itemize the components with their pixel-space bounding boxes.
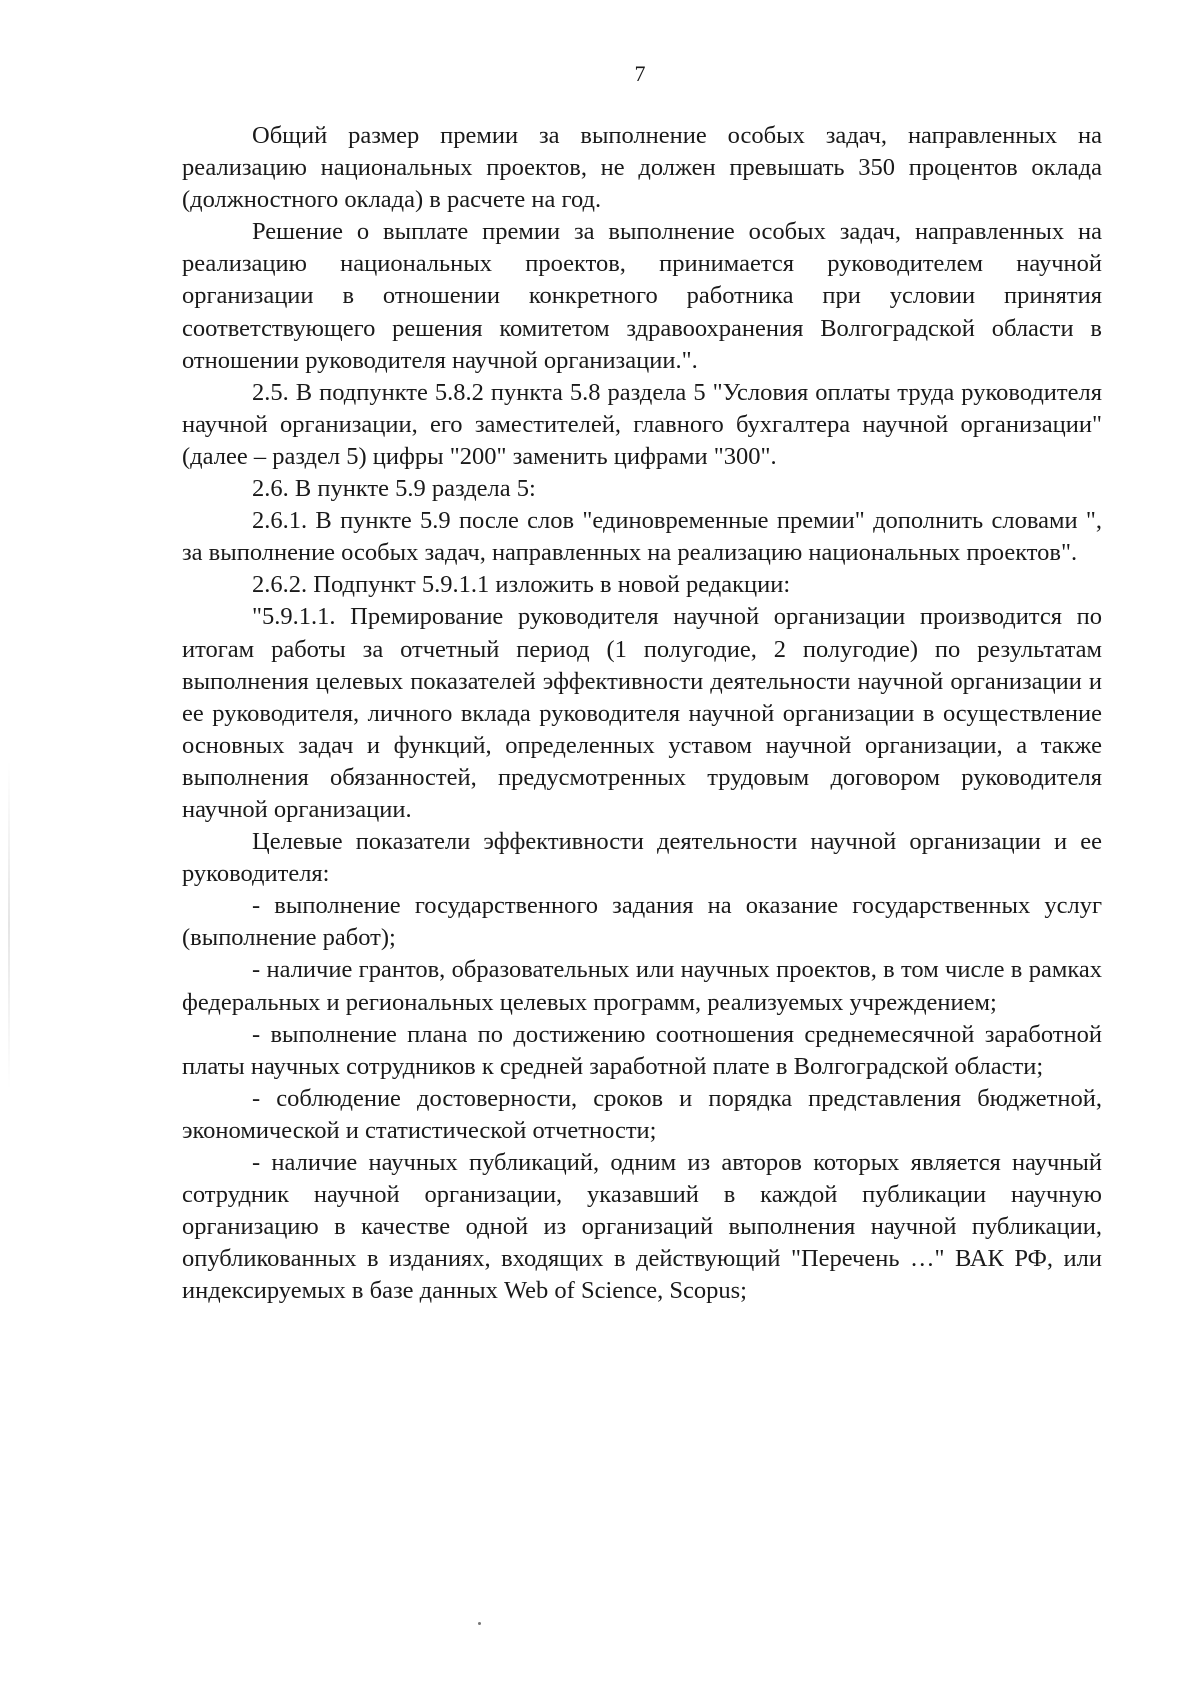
paragraph-2-6-2: 2.6.2. Подпункт 5.9.1.1 изложить в новой редакции: [252, 571, 791, 599]
paragraph-2-6-1: 2.6.1. В пункте 5.9 после слов "единовременные премии" дополнить словами ", за выполнение особых задач, направленных на реализацию национальных проектов". [182, 507, 1102, 567]
list-item-salary-ratio: - выполнение плана по достижению соотношения среднемесячной заработной платы научных сотрудников к средней заработной плате в Волгоградской области; [182, 1020, 1102, 1080]
list-item-reporting: - соблюдение достоверности, сроков и порядка представления бюджетной, экономической и статистической отчетности; [182, 1084, 1102, 1144]
paragraph-premium-limit: Общий размер премии за выполнение особых задач, направленных на реализацию национальных проектов, не должен превышать 350 процентов оклада (должностного оклада) в расчете на год. [182, 122, 1102, 214]
paragraph-2-6: 2.6. В пункте 5.9 раздела 5: [252, 475, 536, 503]
list-item-state-task: - выполнение государственного задания на оказание государственных услуг (выполнение работ); [182, 892, 1102, 952]
list-item-publications: - наличие научных публикаций, одним из авторов которых является научный сотрудник научной организации, указавший в каждой публикации научную организацию в качестве одной из организаций выполнения научной публикации, опубликованных в изданиях, входящих в действующий "Перечень …" ВАК РФ, или индексируемых в базе данных Web of Science, Scopus; [182, 1149, 1102, 1305]
paragraph-premium-decision: Решение о выплате премии за выполнение особых задач, направленных на реализацию национальных проектов, принимается руководителем научной организации в отношении конкретного работника при условии принятия соответствующего решения комитетом здравоохранения Волгоградской области в отношении руководителя научной организации.". [182, 218, 1102, 374]
paragraph-2-5: 2.5. В подпункте 5.8.2 пункта 5.8 раздела 5 "Условия оплаты труда руководителя научной организации, его заместителей, главного бухгалтера научной организации" (далее – раздел 5) цифры "200" заменить цифрами "300". [182, 378, 1102, 470]
paragraph-target-indicators: Целевые показатели эффективности деятельности научной организации и ее руководителя: [182, 828, 1102, 888]
scan-dot-mark [478, 1622, 481, 1625]
page-number: 7 [634, 61, 646, 86]
list-item-grants: - наличие грантов, образовательных или научных проектов, в том числе в рамках федеральных и региональных целевых программ, реализуемых учреждением; [182, 956, 1102, 1016]
paragraph-5-9-1-1: "5.9.1.1. Премирование руководителя научной организации производится по итогам работы за отчетный период (1 полугодие, 2 полугодие) по результатам выполнения целевых показателей эффективности деятельности научной организации и ее руководителя, личного вклада руководителя научной организации в осуществление основных задач и функций, определенных уставом научной организации, а также выполнения обязанностей, предусмотренных трудовым договором руководителя научной организации. [182, 603, 1102, 823]
document-body [182, 120, 1102, 1307]
scan-edge-shadow [8, 760, 10, 1090]
